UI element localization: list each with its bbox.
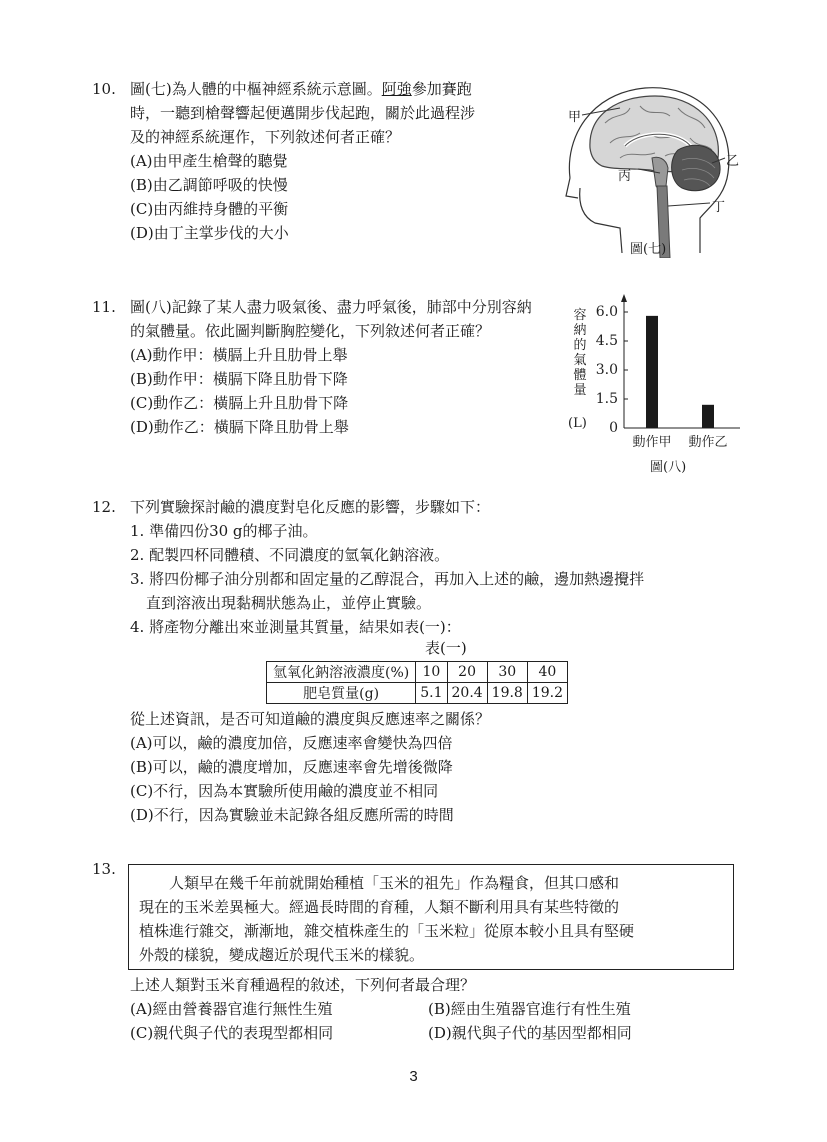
option-c[interactable]: (C)動作乙：橫膈上升且肋骨下降 (130, 394, 349, 412)
table-cell: 30 (487, 662, 527, 683)
y-axis-label (572, 308, 588, 398)
option-c[interactable]: (C)不行，因為本實驗所使用鹼的濃度並不相同 (130, 782, 439, 800)
question-stem-line: 及的神經系統運作，下列敘述何者正確？ (130, 128, 401, 146)
option-b[interactable]: (B)由乙調節呼吸的快慢 (130, 176, 288, 194)
passage-line: 外殼的樣貌，變成趨近於現代玉米的樣貌。 (139, 946, 425, 964)
y-axis-label-char: 量 (573, 383, 587, 398)
option-a[interactable]: (A)可以，鹼的濃度加倍，反應速率會變快為四倍 (130, 734, 453, 752)
table-cell: 19.8 (487, 683, 527, 704)
y-axis-label-char: 體 (573, 368, 587, 383)
brain-label-ding: 丁 (712, 200, 726, 215)
brain-label-yi: 乙 (726, 154, 740, 169)
option-a[interactable]: (A)由甲產生槍聲的聽覺 (130, 152, 288, 170)
table-cell: 19.2 (527, 683, 567, 704)
question-number: 12. (92, 498, 116, 516)
question-prompt: 上述人類對玉米育種過程的敘述，下列何者最合理？ (130, 976, 476, 994)
option-d[interactable]: (D)不行，因為實驗並未記錄各組反應所需的時間 (130, 806, 454, 824)
page-number: 3 (409, 1068, 418, 1085)
x-tick-label: 動作乙 (688, 435, 728, 450)
question-stem-line (130, 77, 472, 101)
brain-label-bing: 丙 (618, 169, 632, 184)
option-d[interactable]: (D)動作乙：橫膈下降且肋骨上舉 (130, 418, 349, 436)
bar (646, 316, 658, 428)
y-axis-label-char: 的 (573, 338, 587, 353)
y-tick-label: 6.0 (595, 304, 618, 320)
y-axis-label-char: 納 (573, 323, 587, 338)
question-prompt: 從上述資訊，是否可知道鹼的濃度與反應速率之關係？ (130, 710, 491, 728)
option-b[interactable]: (B)經由生殖器官進行有性生殖 (428, 1000, 631, 1018)
y-axis-label-char: 氣 (573, 353, 587, 368)
option-b[interactable]: (B)可以，鹼的濃度增加，反應速率會先增後微降 (130, 758, 453, 776)
brain-figure (560, 78, 750, 258)
option-c[interactable]: (C)親代與子代的表現型都相同 (130, 1024, 334, 1042)
table-row-label: 肥皂質量(g) (267, 683, 416, 704)
option-d[interactable]: (D)由丁主掌步伐的大小 (130, 224, 289, 242)
question-number: 11. (92, 298, 116, 316)
option-a[interactable]: (A)經由營養器官進行無性生殖 (130, 1000, 333, 1018)
passage-line: 人類早在幾千年前就開始種植「玉米的祖先」作為糧食，但其口感和 (169, 874, 620, 892)
option-c[interactable]: (C)由丙維持身體的平衡 (130, 200, 289, 218)
figure-caption: 圖(七) (630, 242, 667, 257)
figure-caption: 圖(八) (650, 460, 687, 475)
passage-line: 植株進行雜交，漸漸地，雜交植株產生的「玉米粒」從原本較小且具有堅硬 (139, 922, 635, 940)
y-axis-unit: (L) (568, 416, 587, 431)
y-tick-label: 3.0 (595, 362, 618, 378)
option-d[interactable]: (D)親代與子代的基因型都相同 (428, 1024, 632, 1042)
table-cell: 20.4 (447, 683, 487, 704)
y-axis-label-char: 容 (573, 308, 587, 323)
step-4: 4. 將產物分離出來並測量其質量，結果如表(一)： (130, 618, 461, 636)
stem-name-underlined: 阿強 (381, 80, 412, 98)
bar (702, 405, 714, 428)
bar-chart-plot (590, 290, 750, 450)
question-stem-line: 圖(八)記錄了某人盡力吸氣後、盡力呼氣後，肺部中分別容納 (130, 298, 532, 316)
table-row-label: 氫氧化鈉溶液濃度(%) (267, 662, 416, 683)
table-title: 表(一) (425, 639, 467, 657)
passage-line: 現在的玉米差異極大。經過長時間的育種，人類不斷利用具有某些特徵的 (139, 898, 620, 916)
step-2: 2. 配製四杯同體積、不同濃度的氫氧化鈉溶液。 (130, 546, 450, 564)
option-a[interactable]: (A)動作甲：橫膈上升且肋骨上舉 (130, 346, 348, 364)
question-number: 10. (92, 80, 116, 98)
question-number: 13. (92, 860, 116, 878)
y-tick-label: 0 (609, 420, 618, 436)
question-stem-line: 時，一聽到槍聲響起便邁開步伐起跑，關於此過程涉 (130, 104, 476, 122)
table-cell: 5.1 (416, 683, 447, 704)
y-tick-label: 4.5 (595, 333, 618, 349)
y-tick-label: 1.5 (595, 391, 618, 407)
step-3-cont: 直到溶液出現黏稠狀態為止，並停止實驗。 (146, 594, 432, 612)
step-3: 3. 將四份椰子油分別都和固定量的乙醇混合，再加入上述的鹼，邊加熱邊攪拌 (130, 570, 645, 588)
stem-text: 參加賽跑 (411, 80, 472, 98)
reading-passage-box (128, 864, 734, 970)
table-row (267, 683, 568, 704)
question-stem-line: 的氣體量。依此圖判斷胸腔變化，下列敘述何者正確？ (130, 322, 491, 340)
option-b[interactable]: (B)動作甲：橫膈下降且肋骨下降 (130, 370, 348, 388)
table-row (267, 662, 568, 683)
table-cell: 20 (447, 662, 487, 683)
table-cell: 40 (527, 662, 567, 683)
step-1: 1. 準備四份30 g的椰子油。 (130, 522, 318, 540)
results-table (266, 661, 568, 704)
x-tick-label: 動作甲 (632, 435, 672, 450)
table-cell: 10 (416, 662, 447, 683)
question-stem-line: 下列實驗探討鹼的濃度對皂化反應的影響，步驟如下： (130, 498, 491, 516)
stem-text: 圖(七)為人體的中樞神經系統示意圖。 (130, 80, 382, 98)
brain-label-jia: 甲 (568, 110, 582, 125)
y-axis-arrow (621, 294, 627, 302)
